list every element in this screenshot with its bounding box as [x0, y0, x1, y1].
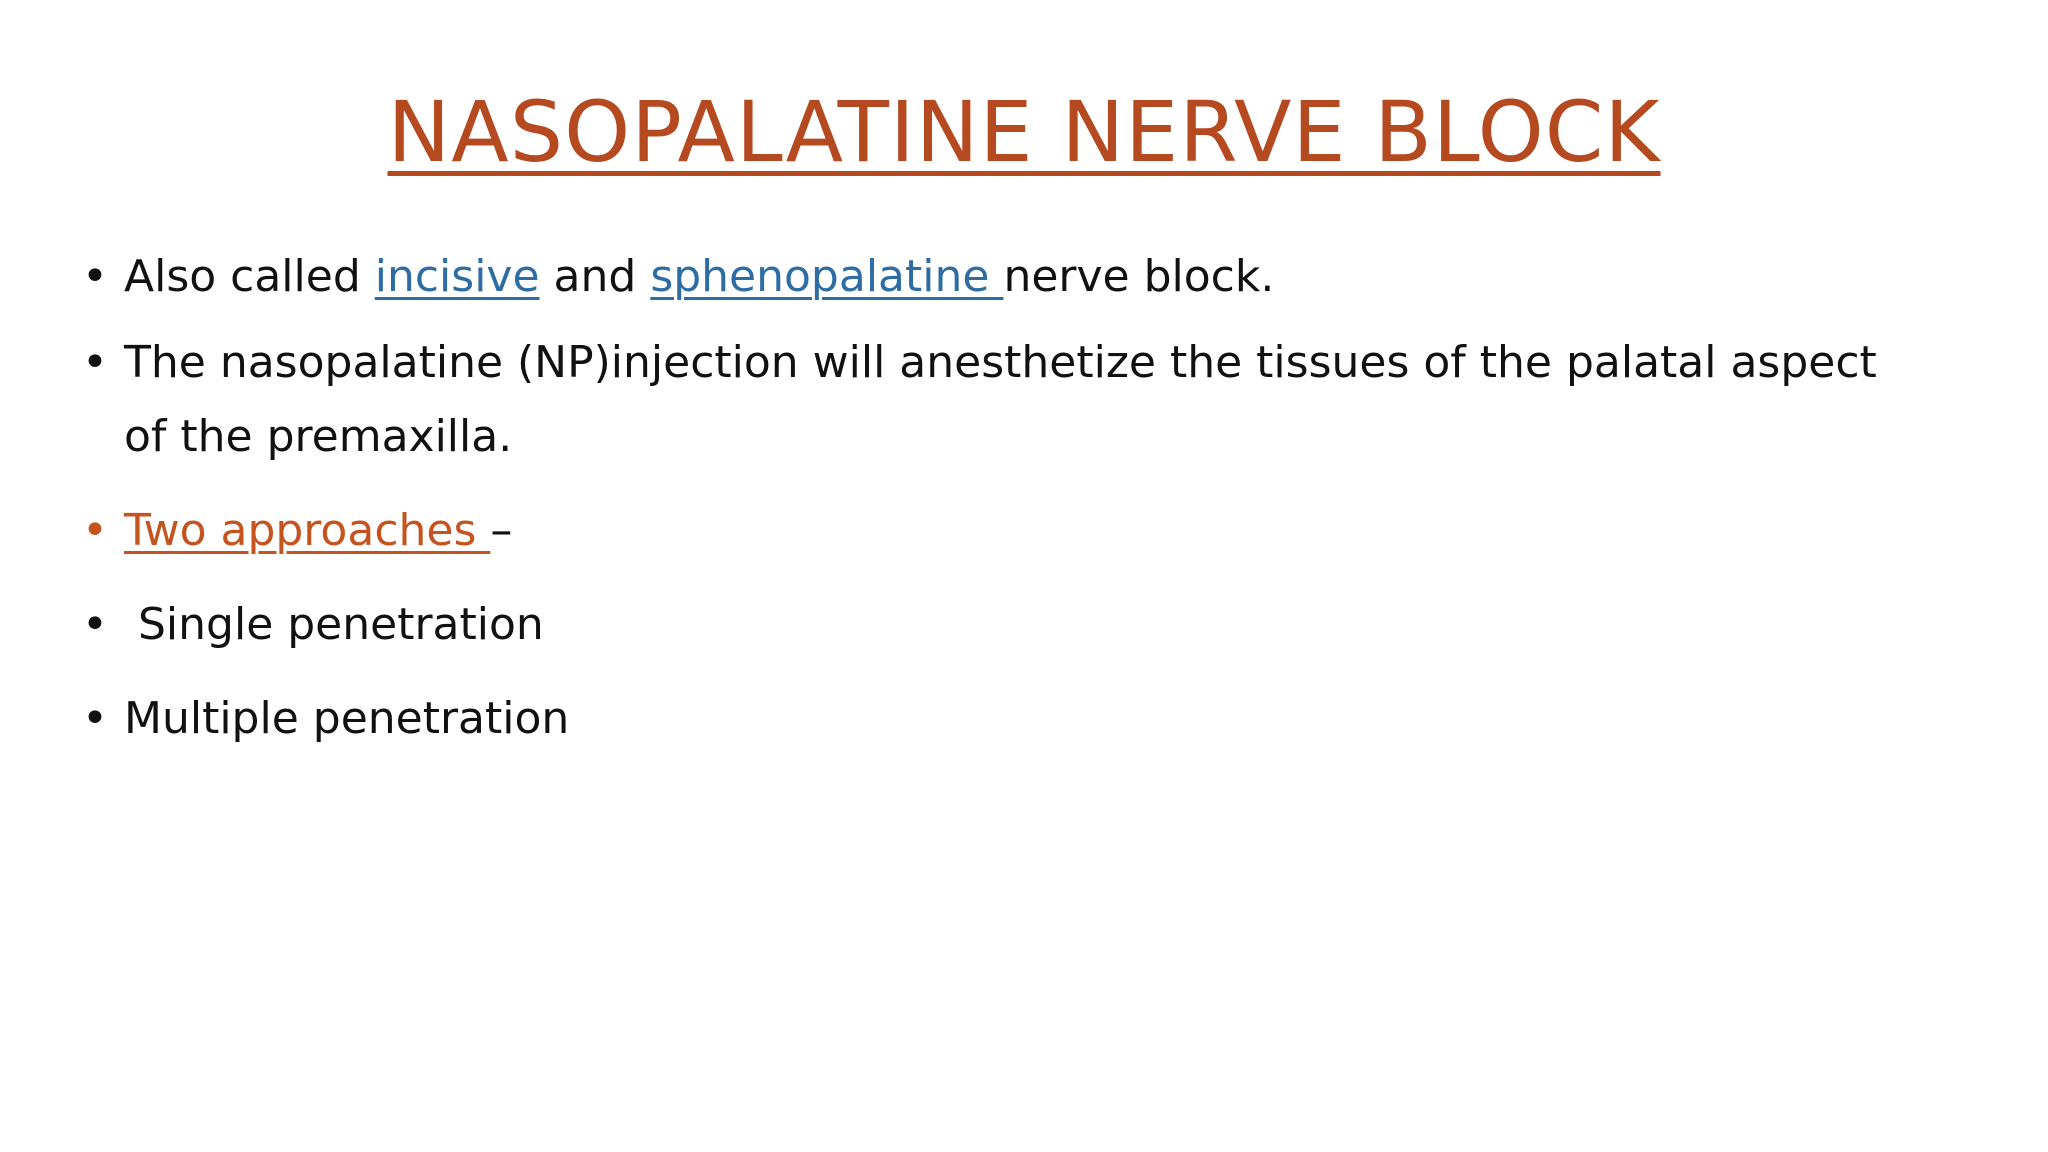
bullet-marker: • [82, 599, 108, 650]
bullet-marker: • [82, 251, 108, 302]
sphenopalatine-link[interactable]: sphenopalatine [650, 251, 1004, 302]
bullet-text: The nasopalatine (NP)injection will anesthetize the tissues of the palatal aspect of the premaxilla. [124, 337, 1877, 462]
bullet-text-middle: and [539, 251, 651, 302]
bullet-text: Single penetration [138, 599, 544, 650]
two-approaches-label: Two approaches [124, 505, 491, 556]
bullet-marker: • [82, 693, 108, 744]
bullet-text [124, 494, 1964, 568]
bullet-text: Multiple penetration [124, 693, 570, 744]
incisive-link[interactable]: incisive [374, 251, 540, 302]
bullet-text-prefix: Also called [124, 251, 375, 302]
bullet-marker: • [82, 505, 108, 556]
bullet-marker: • [82, 337, 108, 388]
slide-title [0, 82, 2048, 182]
slide-title-text: NASOPALATINE NERVE BLOCK [387, 83, 1661, 181]
bullet-text [124, 240, 1964, 314]
bullet-text-suffix: nerve block. [1003, 251, 1275, 302]
two-approaches-dash: – [490, 505, 513, 556]
